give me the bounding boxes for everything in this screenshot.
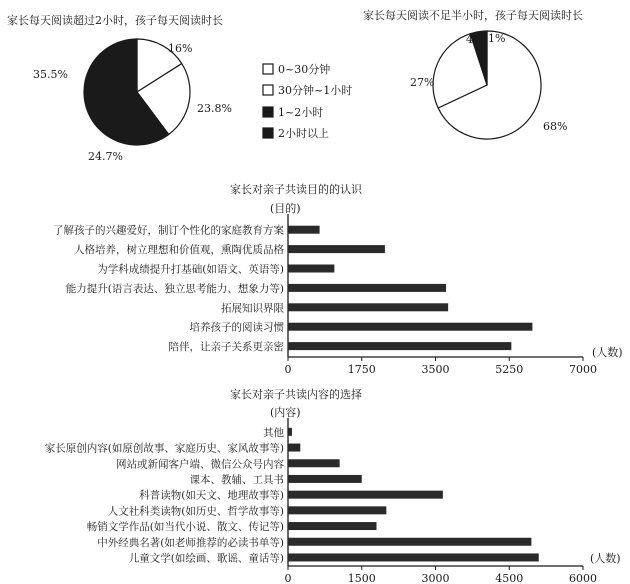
bar1-tick-label-3: 5250 [495, 363, 524, 376]
bar2-y-axis-label: (内容) [270, 406, 301, 419]
bar1-tick-label-4: 7000 [569, 363, 597, 376]
bar1-bar-4 [288, 303, 448, 311]
bar2-category-label-7: 中外经典名著(如老师推荐的必读书单等) [97, 536, 284, 549]
bar2-bar-4 [288, 491, 443, 499]
bar1-category-label-4: 拓展知识界限 [221, 302, 284, 315]
bar2-title: 家长对亲子共读内容的选择 [230, 388, 362, 401]
legend-swatch-2 [263, 107, 273, 117]
bar1-bar-6 [288, 342, 511, 350]
bar1-category-label-2: 为学科成绩提升打基础(如语文、英语等) [97, 263, 284, 276]
pie-right-title: 家长每天阅读不足半小时，孩子每天阅读时长 [363, 9, 583, 22]
pie-left-slice-label-2: 24.7% [88, 150, 123, 163]
pie-right-slice-label-2: 4% [466, 33, 484, 46]
bar1-category-label-1: 人格培养，树立理想和价值观，熏陶优质品格 [74, 244, 284, 257]
bar2-bar-3 [288, 475, 362, 483]
bar1-tick-label-2: 3500 [421, 363, 450, 376]
bar2-bar-8 [288, 553, 539, 561]
bar1-bar-2 [288, 265, 334, 273]
bar2-category-label-5: 人文社科类读物(如历史、哲学故事等) [107, 505, 284, 518]
legend-swatch-3 [263, 128, 273, 138]
bar2-bar-7 [288, 538, 531, 546]
bar2-category-label-3: 课本、教辅、工具书 [189, 473, 284, 486]
pie-left-slice-label-3: 35.5% [33, 68, 68, 81]
bar-chart-purpose [53, 214, 597, 376]
legend-label-1: 30分钟~1小时 [278, 84, 353, 97]
bar1-category-label-0: 了解孩子的兴趣爱好，制订个性化的家庭教育方案 [53, 224, 284, 237]
bar2-category-label-2: 网站或新闻客户端、微信公众号内容 [116, 458, 284, 471]
pie-right [410, 31, 567, 139]
bar1-tick-label-1: 1750 [347, 363, 376, 376]
legend-label-3: 2小时以上 [278, 127, 329, 140]
bar2-bar-1 [288, 444, 300, 452]
bar2-tick-label-4: 6000 [569, 572, 597, 584]
pie-right-slice-label-3: 1% [488, 32, 506, 45]
bar2-category-label-4: 科普读物(如天文、地理故事等) [139, 489, 284, 502]
bar2-tick-label-0: 0 [284, 572, 292, 584]
bar-chart-content [45, 418, 597, 584]
pie-left-slice-label-0: 16% [168, 42, 193, 55]
bar2-category-label-1: 家长原创内容(如原创故事、家庭历史、家风故事等) [44, 442, 284, 455]
bar1-x-axis-label: (人数) [592, 346, 623, 359]
pie-left [33, 39, 232, 163]
bar2-bar-0 [288, 428, 292, 436]
bar2-category-label-0: 其他 [263, 426, 284, 439]
legend-swatch-0 [263, 64, 273, 74]
legend [263, 62, 352, 140]
pie-left-title: 家长每天阅读超过2小时，孩子每天阅读时长 [7, 14, 223, 27]
legend-label-2: 1~2小时 [278, 106, 324, 119]
bar1-tick-label-0: 0 [284, 363, 292, 376]
bar1-bar-5 [288, 323, 532, 331]
bar1-category-label-5: 培养孩子的阅读习惯 [189, 321, 284, 334]
bar1-category-label-3: 能力提升(语言表达、独立思考能力、想象力等) [65, 282, 284, 295]
legend-label-0: 0~30分钟 [278, 63, 331, 76]
bar1-bar-0 [288, 226, 320, 234]
bar2-bar-2 [288, 459, 340, 467]
bar1-title: 家长对亲子共读目的的认识 [230, 183, 362, 196]
bar2-tick-label-3: 4500 [495, 572, 524, 584]
bar2-category-label-8: 儿童文学(如绘画、歌谣、童话等) [128, 552, 284, 565]
pie-left-slice-label-1: 23.8% [197, 102, 232, 115]
bar1-bar-3 [288, 284, 446, 292]
bar1-y-axis-label: (目的) [270, 202, 301, 215]
pie-right-slice-label-1: 27% [410, 76, 435, 89]
bar1-bar-1 [288, 245, 385, 253]
bar1-category-label-6: 陪伴，让亲子关系更亲密 [168, 341, 284, 354]
bar2-category-label-6: 畅销文学作品(如当代小说、散文、传记等) [86, 521, 284, 534]
legend-swatch-1 [263, 85, 273, 95]
bar2-bar-5 [288, 506, 386, 514]
pie-right-slice-label-0: 68% [543, 120, 568, 133]
bar2-tick-label-1: 1500 [347, 572, 376, 584]
bar2-tick-label-2: 3000 [421, 572, 450, 584]
bar2-x-axis-label: (人数) [590, 552, 621, 565]
bar2-bar-6 [288, 522, 377, 530]
